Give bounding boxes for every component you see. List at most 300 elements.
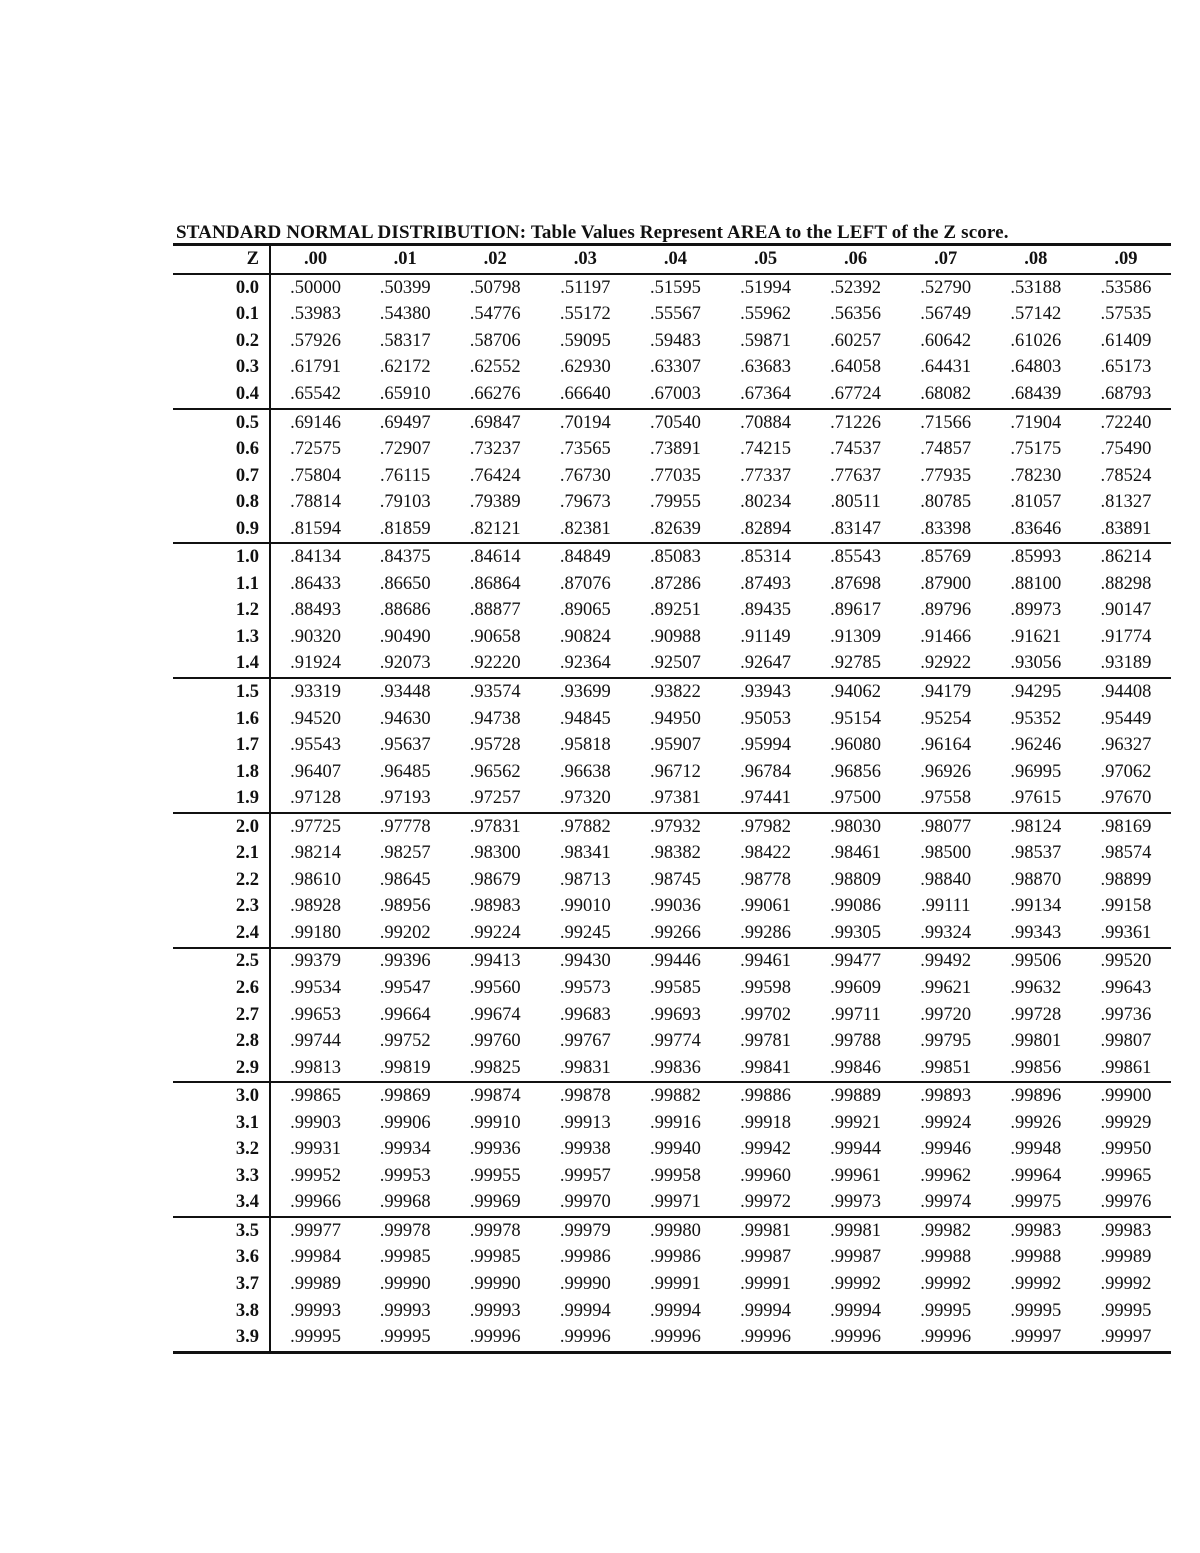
probability-cell: .99245 (540, 920, 630, 948)
probability-cell: .59871 (740, 330, 791, 351)
probability-cell: .74215 (740, 439, 791, 460)
z-value-cell: 2.8 (173, 1028, 270, 1055)
probability-cell: .75804 (290, 465, 341, 486)
table-row (173, 328, 1171, 355)
table-row (173, 732, 1171, 759)
probability-cell: .99896 (1010, 1086, 1062, 1107)
probability-cell: .65542 (270, 381, 360, 409)
probability-cell: .99926 (1010, 1112, 1062, 1133)
table-row (173, 651, 1171, 679)
probability-cell: .99988 (920, 1247, 972, 1268)
probability-cell: .97128 (270, 785, 360, 813)
column-header: .03 (540, 245, 630, 275)
probability-cell: .93699 (559, 681, 611, 702)
probability-cell: .73891 (649, 439, 701, 460)
probability-cell: .99971 (630, 1190, 720, 1218)
header-row (173, 245, 1171, 275)
column-header: .00 (270, 245, 360, 275)
probability-cell: .61026 (1010, 330, 1062, 351)
probability-cell: .99573 (559, 977, 611, 998)
z-value-cell: 1.5 (173, 678, 270, 706)
probability-cell: .98257 (379, 843, 431, 864)
probability-cell: .96712 (649, 761, 701, 782)
probability-cell: .50399 (379, 277, 431, 298)
z-value-cell: 1.3 (173, 624, 270, 651)
probability-cell: .95053 (740, 708, 791, 729)
probability-cell: .98809 (830, 869, 882, 890)
probability-cell: .96926 (920, 761, 972, 782)
probability-cell: .99598 (740, 977, 791, 998)
probability-cell: .94295 (1010, 681, 1062, 702)
probability-cell: .99962 (920, 1165, 972, 1186)
z-column-header: Z (173, 245, 270, 275)
probability-cell: .99534 (290, 977, 341, 998)
probability-cell: .74537 (830, 439, 882, 460)
probability-cell: .84614 (469, 547, 521, 568)
probability-cell: .81327 (1100, 492, 1152, 513)
probability-cell: .66276 (450, 381, 540, 409)
probability-cell: .99970 (540, 1190, 630, 1218)
probability-cell: .99861 (1081, 1055, 1171, 1083)
probability-cell: .99921 (830, 1112, 882, 1133)
probability-cell: .83147 (811, 516, 901, 544)
probability-cell: .94845 (559, 708, 611, 729)
table-row (173, 436, 1171, 463)
probability-cell: .97982 (740, 816, 791, 837)
probability-cell: .55962 (740, 304, 791, 325)
probability-cell: .99224 (450, 920, 540, 948)
probability-cell: .85314 (740, 547, 791, 568)
probability-cell: .99996 (811, 1324, 901, 1352)
probability-cell: .98124 (1010, 816, 1062, 837)
probability-cell: .99916 (649, 1112, 701, 1133)
z-value-cell: 0.8 (173, 489, 270, 516)
z-value-cell: 3.4 (173, 1190, 270, 1218)
probability-cell: .71226 (830, 412, 882, 433)
probability-cell: .99361 (1081, 920, 1171, 948)
probability-cell: .98537 (1010, 843, 1062, 864)
probability-cell: .98840 (920, 869, 972, 890)
table-row (173, 409, 1171, 437)
z-value-cell: 0.2 (173, 328, 270, 355)
probability-cell: .99994 (740, 1300, 791, 1321)
z-value-cell: 0.3 (173, 355, 270, 382)
probability-cell: .99900 (1100, 1086, 1152, 1107)
probability-cell: .95637 (379, 735, 431, 756)
probability-cell: .62552 (469, 357, 521, 378)
probability-cell: .99111 (920, 896, 971, 917)
probability-cell: .71904 (1010, 412, 1062, 433)
probability-cell: .99929 (1100, 1112, 1152, 1133)
probability-cell: .99767 (559, 1031, 611, 1052)
probability-cell: .99934 (379, 1139, 431, 1160)
probability-cell: .99996 (901, 1324, 991, 1352)
probability-cell: .99286 (720, 920, 810, 948)
probability-cell: .99585 (649, 977, 701, 998)
probability-cell: .99992 (1010, 1274, 1062, 1294)
probability-cell: .99955 (469, 1165, 521, 1186)
probability-cell: .99869 (379, 1086, 431, 1107)
probability-cell: .90490 (379, 626, 431, 647)
probability-cell: .99997 (1081, 1324, 1171, 1352)
probability-cell: .96562 (469, 761, 521, 782)
probability-cell: .99693 (649, 1004, 701, 1025)
probability-cell: .90824 (559, 626, 611, 647)
probability-cell: .68082 (901, 381, 991, 409)
probability-cell: .99736 (1100, 1004, 1152, 1025)
table-row (173, 598, 1171, 625)
probability-cell: .97257 (450, 785, 540, 813)
probability-cell: .99461 (740, 951, 791, 972)
probability-cell: .99966 (270, 1190, 360, 1218)
probability-cell: .99988 (1010, 1247, 1062, 1268)
table-row (173, 1271, 1171, 1298)
probability-cell: .99931 (290, 1139, 341, 1160)
probability-cell: .94950 (649, 708, 701, 729)
table-row (173, 516, 1171, 544)
probability-cell: .99992 (920, 1274, 972, 1294)
probability-cell: .63683 (740, 357, 791, 378)
probability-cell: .52392 (830, 277, 882, 298)
probability-cell: .99430 (559, 951, 611, 972)
probability-cell: .64431 (920, 357, 972, 378)
z-value-cell: 1.4 (173, 651, 270, 679)
probability-cell: .99266 (630, 920, 720, 948)
probability-cell: .99324 (901, 920, 991, 948)
probability-cell: .99343 (991, 920, 1081, 948)
probability-cell: .99952 (290, 1165, 341, 1186)
probability-cell: .57926 (290, 330, 341, 351)
probability-cell: .99560 (469, 977, 521, 998)
probability-cell: .99893 (920, 1086, 972, 1107)
probability-cell: .96246 (1010, 735, 1062, 756)
table-row (173, 867, 1171, 894)
probability-cell: .51197 (560, 277, 611, 298)
probability-cell: .67003 (630, 381, 720, 409)
probability-cell: .98341 (559, 843, 611, 864)
probability-cell: .99795 (920, 1031, 972, 1052)
probability-cell: .99865 (290, 1086, 341, 1107)
probability-cell: .96327 (1100, 735, 1152, 756)
probability-cell: .99969 (450, 1190, 540, 1218)
probability-cell: .99851 (901, 1055, 991, 1083)
probability-cell: .99477 (830, 951, 882, 972)
probability-cell: .92220 (450, 651, 540, 679)
probability-cell: .99995 (270, 1324, 360, 1352)
probability-cell: .99653 (290, 1004, 341, 1025)
probability-cell: .93448 (379, 681, 431, 702)
probability-cell: .86864 (469, 573, 521, 594)
z-value-cell: 3.2 (173, 1137, 270, 1164)
probability-cell: .88877 (469, 600, 521, 621)
probability-cell: .95352 (1010, 708, 1062, 729)
z-value-cell: 0.5 (173, 409, 270, 437)
probability-cell: .99990 (469, 1274, 521, 1294)
probability-cell: .99972 (720, 1190, 810, 1218)
probability-cell: .93319 (290, 681, 341, 702)
probability-cell: .99964 (1010, 1165, 1062, 1186)
probability-cell: .92922 (901, 651, 991, 679)
probability-cell: .78230 (1010, 465, 1062, 486)
probability-cell: .98169 (1100, 816, 1152, 837)
probability-cell: .99520 (1100, 951, 1152, 972)
probability-cell: .74857 (920, 439, 972, 460)
probability-cell: .54380 (379, 304, 431, 325)
probability-cell: .97615 (991, 785, 1081, 813)
probability-cell: .53983 (290, 304, 341, 325)
probability-cell: .70540 (649, 412, 701, 433)
probability-cell: .99986 (559, 1247, 611, 1268)
probability-cell: .72575 (290, 439, 341, 460)
probability-cell: .99836 (630, 1055, 720, 1083)
probability-cell: .98461 (830, 843, 882, 864)
probability-cell: .99989 (290, 1274, 341, 1294)
probability-cell: .85543 (830, 547, 882, 568)
probability-cell: .89617 (830, 600, 882, 621)
probability-cell: .92785 (811, 651, 901, 679)
probability-cell: .95543 (290, 735, 341, 756)
probability-cell: .99632 (1010, 977, 1062, 998)
probability-cell: .83646 (991, 516, 1081, 544)
probability-cell: .99987 (740, 1247, 791, 1268)
probability-cell: .91924 (270, 651, 360, 679)
probability-cell: .87698 (830, 573, 882, 594)
z-value-cell: 1.2 (173, 598, 270, 625)
probability-cell: .99948 (1010, 1139, 1062, 1160)
probability-cell: .54776 (469, 304, 521, 325)
probability-cell: .91466 (920, 626, 972, 647)
table-row (173, 678, 1171, 706)
document (173, 221, 1171, 1354)
probability-cell: .99134 (1010, 896, 1062, 917)
probability-cell: .95254 (920, 708, 972, 729)
probability-cell: .99158 (1100, 896, 1152, 917)
z-value-cell: 0.7 (173, 463, 270, 490)
probability-cell: .99547 (379, 977, 431, 998)
probability-cell: .96995 (1010, 761, 1062, 782)
probability-cell: .99813 (270, 1055, 360, 1083)
probability-cell: .87900 (920, 573, 972, 594)
probability-cell: .99993 (379, 1300, 431, 1321)
z-value-cell: 2.4 (173, 920, 270, 948)
probability-cell: .97932 (649, 816, 701, 837)
probability-cell: .99506 (1010, 951, 1062, 972)
probability-cell: .97381 (630, 785, 720, 813)
probability-cell: .89435 (740, 600, 791, 621)
table-row (173, 706, 1171, 733)
table-row (173, 463, 1171, 490)
table-row (173, 894, 1171, 921)
probability-cell: .99977 (290, 1220, 341, 1241)
probability-cell: .65910 (360, 381, 450, 409)
probability-cell: .99995 (1100, 1300, 1152, 1321)
probability-cell: .99950 (1100, 1139, 1152, 1160)
probability-cell: .88493 (290, 600, 341, 621)
probability-cell: .99702 (740, 1004, 791, 1025)
probability-cell: .78524 (1100, 465, 1152, 486)
z-value-cell: 0.9 (173, 516, 270, 544)
probability-cell: .82894 (720, 516, 810, 544)
probability-cell: .99985 (379, 1247, 431, 1268)
probability-cell: .81057 (1010, 492, 1062, 513)
z-value-cell: 3.5 (173, 1217, 270, 1245)
probability-cell: .99968 (360, 1190, 450, 1218)
probability-cell: .99960 (740, 1165, 791, 1186)
probability-cell: .99974 (901, 1190, 991, 1218)
probability-cell: .94738 (469, 708, 521, 729)
probability-cell: .83398 (901, 516, 991, 544)
z-value-cell: 2.2 (173, 867, 270, 894)
table-row (173, 543, 1171, 571)
probability-cell: .95728 (469, 735, 521, 756)
column-header: .04 (630, 245, 720, 275)
probability-cell: .99993 (290, 1300, 341, 1321)
probability-cell: .87493 (740, 573, 791, 594)
probability-cell: .99061 (740, 896, 791, 917)
table-row (173, 1110, 1171, 1137)
probability-cell: .97882 (559, 816, 611, 837)
probability-cell: .61409 (1100, 330, 1152, 351)
probability-cell: .99924 (920, 1112, 972, 1133)
probability-cell: .84375 (379, 547, 431, 568)
probability-cell: .88100 (1010, 573, 1062, 594)
probability-cell: .63307 (649, 357, 701, 378)
probability-cell: .80785 (920, 492, 972, 513)
probability-cell: .99744 (290, 1031, 341, 1052)
table-row (173, 381, 1171, 409)
probability-cell: .99965 (1100, 1165, 1152, 1186)
probability-cell: .99975 (991, 1190, 1081, 1218)
z-value-cell: 0.4 (173, 381, 270, 409)
probability-cell: .78814 (290, 492, 341, 513)
z-value-cell: 2.3 (173, 894, 270, 921)
probability-cell: .93822 (649, 681, 701, 702)
probability-cell: .99936 (469, 1139, 521, 1160)
probability-cell: .97831 (469, 816, 521, 837)
probability-cell: .98870 (1010, 869, 1062, 890)
probability-cell: .96485 (379, 761, 431, 782)
probability-cell: .99979 (559, 1220, 611, 1241)
probability-cell: .69847 (469, 412, 521, 433)
probability-cell: .96164 (920, 735, 972, 756)
probability-cell: .76115 (380, 465, 431, 486)
probability-cell: .97062 (1100, 761, 1152, 782)
z-value-cell: 2.9 (173, 1055, 270, 1083)
probability-cell: .71566 (920, 412, 972, 433)
probability-cell: .99856 (991, 1055, 1081, 1083)
probability-cell: .96856 (830, 761, 882, 782)
z-value-cell: 0.1 (173, 302, 270, 329)
probability-cell: .93943 (740, 681, 791, 702)
probability-cell: .69497 (379, 412, 431, 433)
probability-cell: .95994 (740, 735, 791, 756)
table-body (173, 274, 1171, 1352)
probability-cell: .57142 (1010, 304, 1062, 325)
probability-cell: .91621 (1010, 626, 1062, 647)
probability-cell: .53586 (1100, 277, 1152, 298)
probability-cell: .99995 (920, 1300, 972, 1321)
probability-cell: .77935 (920, 465, 972, 486)
probability-cell: .99994 (830, 1300, 882, 1321)
probability-cell: .95154 (830, 708, 882, 729)
probability-cell: .92647 (720, 651, 810, 679)
probability-cell: .80511 (830, 492, 881, 513)
probability-cell: .65173 (1100, 357, 1152, 378)
probability-cell: .99036 (649, 896, 701, 917)
probability-cell: .67724 (811, 381, 901, 409)
probability-cell: .99010 (559, 896, 611, 917)
probability-cell: .90147 (1100, 600, 1152, 621)
probability-cell: .55567 (649, 304, 701, 325)
probability-cell: .99987 (830, 1247, 882, 1268)
probability-cell: .62930 (559, 357, 611, 378)
probability-cell: .89065 (559, 600, 611, 621)
probability-cell: .99720 (920, 1004, 972, 1025)
probability-cell: .99674 (469, 1004, 521, 1025)
probability-cell: .59095 (559, 330, 611, 351)
probability-cell: .96638 (559, 761, 611, 782)
probability-cell: .91149 (740, 626, 791, 647)
z-value-cell: 1.6 (173, 706, 270, 733)
probability-cell: .86214 (1100, 547, 1152, 568)
probability-cell: .99086 (830, 896, 882, 917)
column-header: .05 (720, 245, 810, 275)
probability-cell: .99878 (559, 1086, 611, 1107)
probability-cell: .75175 (1010, 439, 1062, 460)
probability-cell: .98382 (649, 843, 701, 864)
table-row (173, 1055, 1171, 1083)
probability-cell: .83891 (1081, 516, 1171, 544)
probability-cell: .95907 (649, 735, 701, 756)
column-header: .07 (901, 245, 991, 275)
probability-cell: .97320 (540, 785, 630, 813)
probability-cell: .60642 (920, 330, 972, 351)
probability-cell: .99996 (720, 1324, 810, 1352)
probability-cell: .61791 (290, 357, 341, 378)
probability-cell: .99953 (379, 1165, 431, 1186)
probability-cell: .79389 (469, 492, 521, 513)
probability-cell: .69146 (290, 412, 341, 433)
probability-cell: .99903 (290, 1112, 341, 1133)
probability-cell: .94179 (920, 681, 972, 702)
column-header: .01 (360, 245, 450, 275)
probability-cell: .99728 (1010, 1004, 1062, 1025)
probability-cell: .96784 (740, 761, 791, 782)
probability-cell: .99942 (740, 1139, 791, 1160)
table-row (173, 759, 1171, 786)
table-row (173, 920, 1171, 948)
probability-cell: .99841 (720, 1055, 810, 1083)
probability-cell: .84849 (559, 547, 611, 568)
probability-cell: .66640 (540, 381, 630, 409)
probability-cell: .99981 (830, 1220, 882, 1241)
probability-cell: .99940 (649, 1139, 701, 1160)
probability-cell: .99961 (830, 1165, 882, 1186)
z-value-cell: 0.0 (173, 274, 270, 302)
probability-cell: .99492 (920, 951, 972, 972)
probability-cell: .99989 (1100, 1247, 1152, 1268)
z-value-cell: 2.0 (173, 813, 270, 841)
probability-cell: .99986 (649, 1247, 701, 1268)
z-score-table (173, 243, 1171, 1354)
probability-cell: .68793 (1081, 381, 1171, 409)
probability-cell: .84134 (290, 547, 341, 568)
probability-cell: .99993 (469, 1300, 521, 1321)
z-value-cell: 1.7 (173, 732, 270, 759)
probability-cell: .98610 (290, 869, 341, 890)
probability-cell: .77035 (649, 465, 701, 486)
probability-cell: .99981 (740, 1220, 791, 1241)
